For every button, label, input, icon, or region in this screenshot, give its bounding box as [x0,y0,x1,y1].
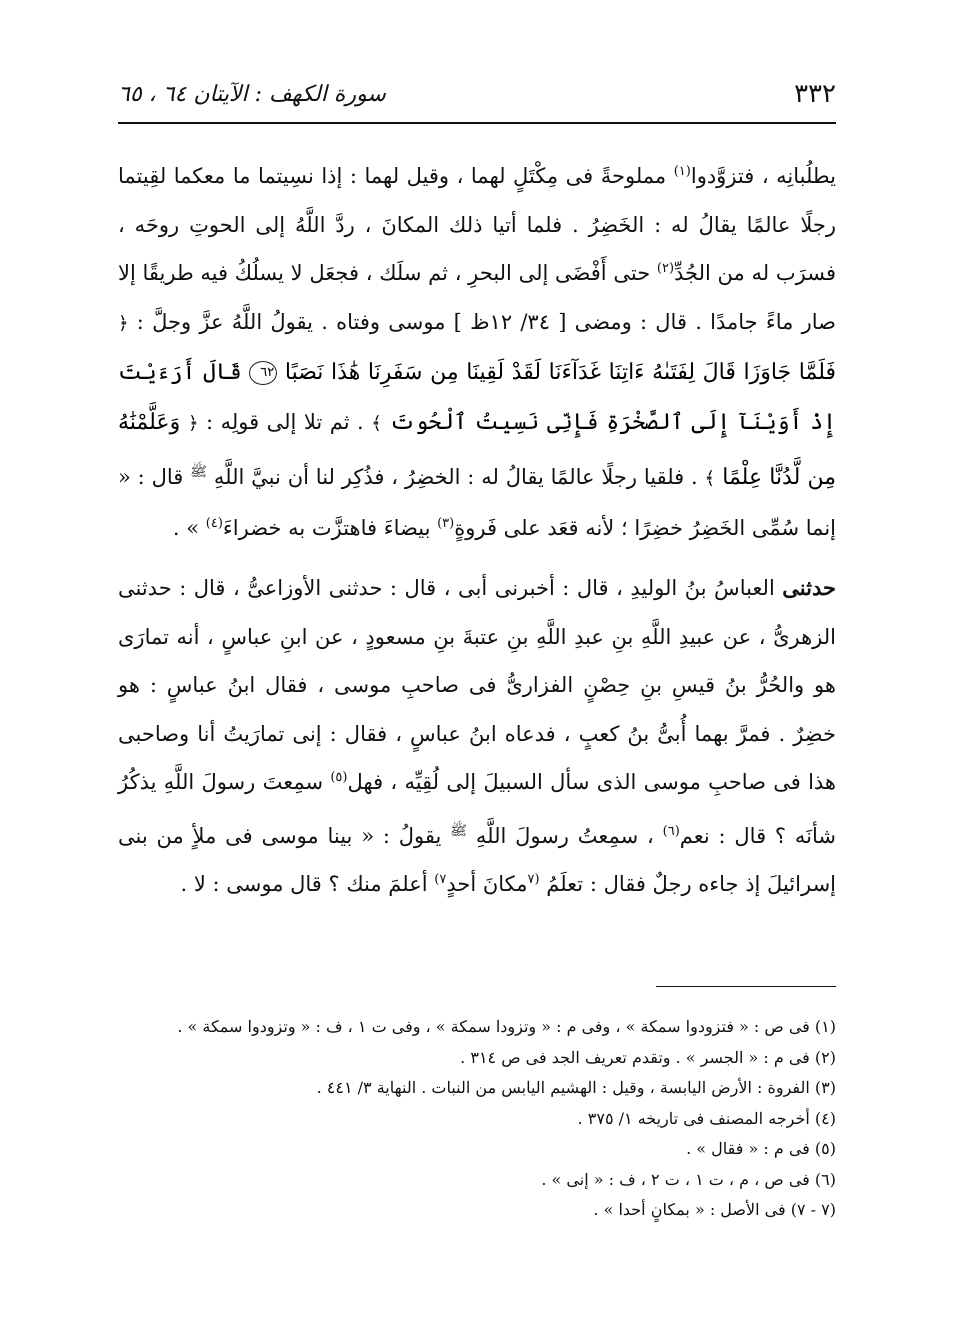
salla-ligature: ﷺ [450,822,468,839]
page-header [118,74,836,114]
footnote-ref-2: (٢) [656,261,675,276]
footnote-4: (٤) أخرجه المصنف فى تاريخه ١/ ٣٧٥ . [577,1108,836,1128]
salla-ligature: ﷺ [190,464,208,480]
running-title: سورة الكهف : الآيتان ٦٤ ، ٦٥ [118,81,386,107]
footnote-1: (١) فى ص : « فتزودوا سمكة » ، وفى م : « وتزودا سمكة » ، وفى ت ١ ، ف : « وتزودوا سمكة » . [177,1017,836,1036]
main-text [118,152,836,909]
footnote-ref-1: (١) [673,164,691,179]
paragraph-2: حدثنى العباسُ بنُ الوليدِ ، قال : أخبرنى أبى ، قال : حدثنى الأوزاعىُّ ، قال : حدثنى الزهرىُّ ، عن عبيدِ اللَّهِ بنِ عبدِ اللَّهِ بنِ عتبةَ بنِ مسعودٍ ، عن ابنِ عباسٍ ، أنه تمارَى هو والحُرُّ بنُ قيسِ بنِ حِصْنٍ الفزارىُّ فى صاحبِ موسى ، فقال ابنُ عباسٍ : هو خضِرٌ . فمرَّ بهما أُبىُّ بنُ كعبٍ ، فدعاه ابنُ عباسٍ ، فقال : إنى تمارَيتُ أنا وصاحبى هذا فى صاحبِ موسى الذى سأل السبيلَ إلى لُقِيِّه ، فهل$^{(٥)}$ سمِعتَ رسولَ اللَّهِ يذكُرُ شأنَه ؟ قال : نعم$^{(٦)}$ ، سمِعتُ رسولَ اللَّهِ $^ﷺ$ يقولُ : « بينا موسى فى ملأٍ من بنى إسرائيلَ إذ جاءه رجلٌ فقال : تعلَمُ $^{(٧}$مكانَ أحدٍ$^{٧)}$ أعلمَ منك ؟ قال موسى : لا . [118,575,836,896]
footnote-2: (٢) فى م : « الجسر » . وتقدم تعريف الجد فى ص ٣١٤ . [460,1047,836,1067]
footnote-ref-3: (٣) [437,515,455,531]
footnote-ref-4: (٤) [205,515,223,531]
footnote-ref-6: (٦) [662,823,680,839]
header-rule [118,122,836,124]
footnote-ref-5: (٥) [330,770,348,785]
footnotes [118,1012,836,1226]
footnote-5: (٥) فى م : « فقال » . [686,1139,836,1158]
footnote-7: (٧ - ٧) فى الأصل : « بمكانٍ أحدا » . [593,1200,836,1219]
footnote-rule [656,986,836,987]
footnote-ref-7-close: ٧) [434,872,447,887]
footnote-3: (٣) الفروة : الأرض اليابسة ، وقيل : الهشيم اليابس من النبات . النهاية ٣/ ٤٤١ . [316,1078,836,1097]
ayah-number-marker: ٦٢ [249,361,277,385]
footnote-6: (٦) فى ص ، م ، ت ١ ، ت ٢ ، ف : « إنى » . [541,1169,836,1189]
page-number: ٣٣٢ [794,79,836,109]
footnote-ref-7-open: (٧ [527,872,540,887]
paragraph-1: يطلُبانِه ، فتزوَّدوا$^{(١)}$ مملوحةً فى مِكْتَلٍ لهما ، وقيل لهما : إذا نسِيتما ما معكما لقِيتما رجلًا عالمًا يقالُ له : الخَضِرُ . فلما أتيا ذلك المكانَ ، ردَّ اللَّهُ إلى الحوتِ روحَه ، فسرَب له من الجُدِّ$^{(٢)}$ حتى أَفْضَى إلى البحرِ ، ثم سلَك ، فجعَل لا يسلُكُ فيه طريقًا إلا صار ماءً جامدًا . قال : ومضى [ ٣٤/ ١٢ظ ] موسى وفتاه . يقولُ اللَّهُ عزَّ وجلَّ : ﴿ فَلَمَّا جَاوَزَا قَالَ لِفَتَىٰهُ ءَاتِنَا غَدَآءَنَا لَقَدْ لَقِينَا مِن سَفَرِنَا هَٰذَا نَصَبًا ٦٢ قَالَ أَرَءَيْتَ إِذْ أَوَيْنَآ إِلَى ٱلصَّخْرَةِ فَإِنِّى نَسِيتُ ٱلْحُوتَ ﴾ . ثم تلا إلى قولِه : ﴿ وَعَلَّمْنَٰهُ مِن لَّدُنَّا عِلْمًا ﴾ . فلقيا رجلًا عالمًا يقالُ له : الخضِرُ ، فذُكِر لنا أن نبيَّ اللَّهِ $^ﷺ$ قال : « إنما سُمِّى الخَضِرُ خضِرًا ؛ لأنه قعَد على فَروةٍ$^{(٣)}$ بيضاءَ فاهتزَّت به خضراءَ$^{(٤)}$ » . [118,164,836,540]
paragraph-lead-word: حدثنى [782,575,836,600]
quran-quote-1: ﴿ فَلَمَّا جَاوَزَا قَالَ لِفَتَىٰهُ ءَاتِنَا غَدَآءَنَا لَقَدْ لَقِينَا مِن سَفَرِنَا هَٰذَا نَصَبًا ٦٢ قَالَ أَرَءَيْتَ إِذْ أَوَيْنَآ إِلَى ٱلصَّخْرَةِ فَإِنِّى نَسِيتُ ٱلْحُوتَ ﴾ [118,312,836,435]
quran-quote-2: ﴿ وَعَلَّمْنَٰهُ مِن لَّدُنَّا عِلْمًا ﴾ [118,409,836,490]
